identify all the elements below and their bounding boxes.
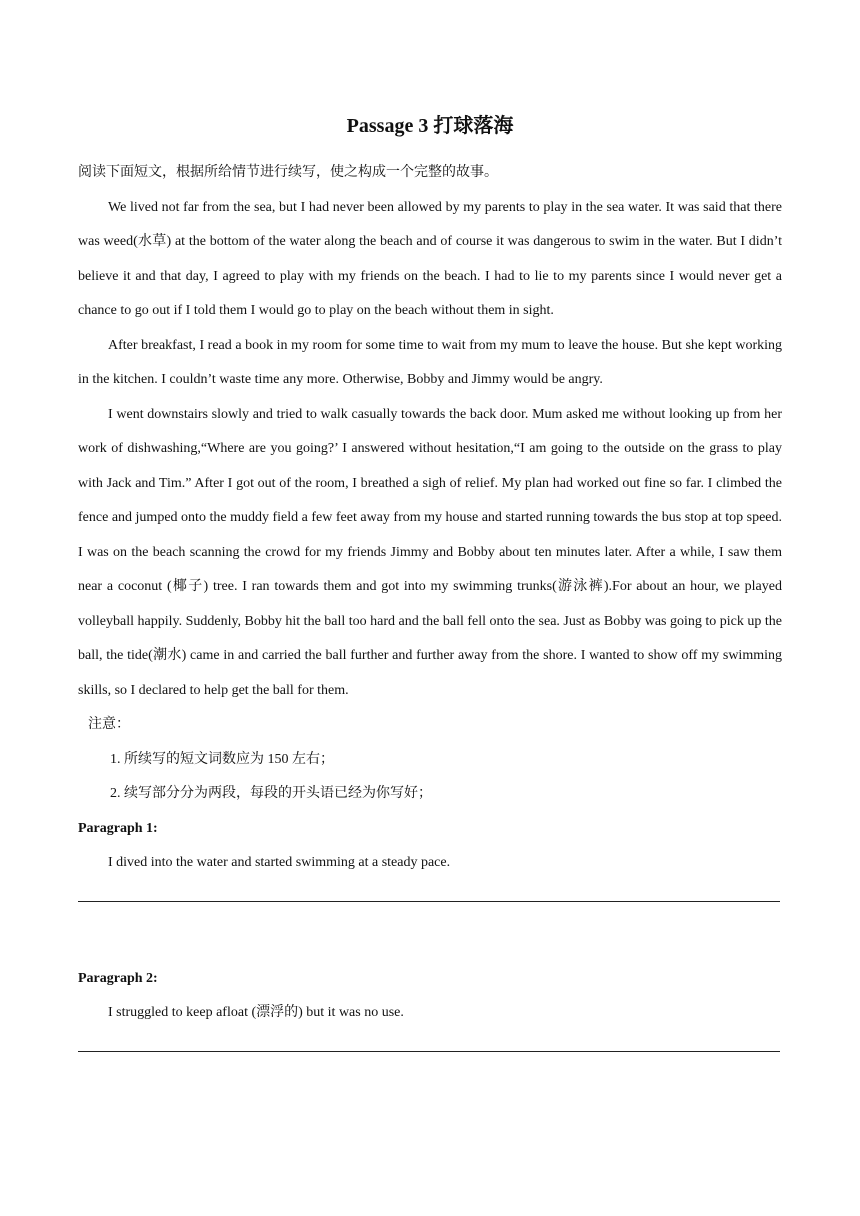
document-page [78,110,782,1052]
answer-line-2 [78,1051,780,1052]
story-paragraph-2: After breakfast, I read a book in my room for some time to wait from my mum to leave the house. But she kept working in the kitchen. I couldn’t waste time any more. Otherwise, Bobby and Jimmy would be angry. [78,337,782,387]
story-paragraph-3: I went downstairs slowly and tried to walk casually towards the back door. Mum asked me without looking up from her work of dishwashing,“Where are you going?’ I answered without hesitation,“I am going to the outside on the grass to play with Jack and Tim.” After I got out of the room, I breathed a sigh of relief. My plan had worked out fine so far. I climbed the fence and jumped onto the muddy field a few feet away from my house and started running towards the bus stop at top speed. I was on the beach scanning the crowd for my friends Jimmy and Bobby about ten minutes later. After a while, I saw them near a coconut (椰子) tree. I ran towards them and got into my swimming trunks(游泳裤).For about an hour, we played volleyball happily. Suddenly, Bobby hit the ball too hard and the ball fell onto the sea. Just as Bobby was going to pick up the ball, the tide(潮水) came in and carried the ball further and further away from the shore. I wanted to show off my swimming skills, so I declared to help get the ball for them. [78,406,782,698]
paragraph-1-heading: Paragraph 1: [78,820,158,836]
spacer [78,902,782,962]
notes-label: 注意： [88,717,130,732]
page-title: Passage 3 打球落海 [346,115,514,137]
note-item-1: 1. 所续写的短文词数应为 150 左右； [110,751,334,767]
paragraph-2-opener: I struggled to keep afloat (漂浮的) but it was no use. [108,1005,404,1020]
note-item-2: 2. 续写部分分为两段，每段的开头语已经为你写好； [110,786,432,801]
story-paragraph-1: We lived not far from the sea, but I had never been allowed by my parents to play in the sea water. It was said that there was weed(水草) at the bottom of the water along the beach and of course it was dangerous to swim in the water. But I didn’t believe it and that day, I agreed to play with my friends on the beach. I had to lie to my parents since I would never get a chance to go out if I told them I would go to play on the beach without them in sight. [78,199,782,318]
paragraph-2-heading: Paragraph 2: [78,970,158,986]
task-instruction: 阅读下面短文，根据所给情节进行续写，使之构成一个完整的故事。 [78,165,498,180]
paragraph-1-opener: I dived into the water and started swimming at a steady pace. [108,855,451,870]
